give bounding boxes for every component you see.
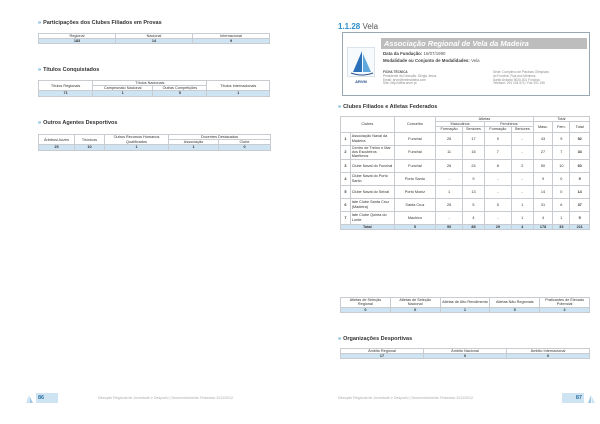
- club-row: 6 Iate Clube Santa Cruz (Madeira) Santa Cruz 26 5 5 1 31 6 37: [341, 198, 590, 211]
- clubes-table: Clubes Concelho Atletas Total Masculinos Femininos Masc. Fem. Total Formação Seniores Formação Seniores 1 Associação Naval da Madeira Funchal 26 17 9 - 43 9 52 2 Centro de Treino e Mar dos Escuteiros Marítimos Funchal 11 16 7 - 27 7 34 3 Clube Naval do Funchal Funchal 26 24 8 2 50 10 60 4 Clube Naval do Porto Santo Porto Santo - 9 - - 9 0 9 5 Clube Naval do Seixal Porto Moniz 1 13 - - 14 0 14 6 Iate Clube Santa Cruz (Madeira) Santa Cruz 26 5 5 1 31 6 37 7 Iate Clube Quinta do Lorde Machico - 4 - 1 4 1 5 Total 5 90 88 29 4 178 33 211: [340, 116, 590, 230]
- club-row: 5 Clube Naval do Seixal Porto Moniz 1 13 - - 14 0 14: [341, 185, 590, 198]
- org-table: Âmbito Regional Âmbito Nacional Âmbito Internacional 17 0 0: [340, 348, 590, 359]
- section-title-org: » Organizações Desportivas: [338, 336, 413, 342]
- page-number-left: 86: [36, 393, 58, 403]
- club-row: 2 Centro de Treino e Mar dos Escuteiros Marítimos Funchal 11 16 7 - 27 7 34: [341, 145, 590, 159]
- club-row: 3 Clube Naval do Funchal Funchal 26 24 8 2 50 10 60: [341, 159, 590, 172]
- section-title-clubes: » Clubes Filiados e Atletas Federados: [338, 104, 438, 110]
- ficha-right: Sede: Complexo de Piscinas Olímpicas do Funchal, Rua dos Meninos Santo António 9020-001 Funchal Telefone: 291 234 574 / Fax 291 236: [493, 70, 549, 86]
- logo-text: ARVM: [355, 79, 367, 84]
- participacoes-table: Regional Nacional Internacional 183 14 9: [38, 33, 270, 44]
- footer-left: Direcção Regional de Juventude e Desporto | Desenvolvimento Federado 2011/2012: [98, 396, 234, 400]
- section-title-participacoes: » Participações dos Clubes Filiados em Provas: [38, 20, 162, 26]
- footer-right: Direcção Regional de Juventude e Desporto | Desenvolvimento Federado 2011/2012: [338, 396, 474, 400]
- ficha-left: FICHA TÉCNICA Presidente da Direcção: Sérgio Jesus Email: arvm@netmadeira.com Site: http://www.arvm.pt: [383, 70, 437, 86]
- selecao-table: Atletas de Seleção Regional Atletas de Seleção Nacional Atletas de Alto Rendimento Atletas Não Regionais Praticantes de Elevado Potencial 0 0 1 0 2: [340, 297, 590, 313]
- association-name: Associação Regional de Vela da Madeira: [381, 38, 587, 49]
- association-info: Data da Fundação: 16/07/1990 Modalidade ou Conjunto de Modalidades: Vela: [383, 51, 480, 63]
- club-row: 1 Associação Naval da Madeira Funchal 26 17 9 - 43 9 52: [341, 132, 590, 145]
- association-card: [342, 32, 590, 96]
- agentes-table: Árbitros/Juízes Técnicos Outros Recursos Humanos Qualificados Docentes Destacados Associação Clube 25 10 1 1 0: [38, 134, 271, 151]
- titulos-table: Títulos Regionais Títulos Nacionais Títulos Internacionais Campeonato Nacional Outras Competições 71 1 5 1: [38, 80, 270, 97]
- club-row: 7 Iate Clube Quinta do Lorde Machico - 4 - 1 4 1 5: [341, 211, 590, 224]
- section-title-agentes: » Outros Agentes Desportivos: [38, 120, 118, 126]
- right-page: [300, 0, 600, 424]
- club-row: 4 Clube Naval do Porto Santo Porto Santo - 9 - - 9 0 9: [341, 172, 590, 185]
- section-title-titulos: » Títulos Conquistados: [38, 67, 100, 73]
- page-title: 1.1.28 Vela: [338, 22, 379, 31]
- association-logo: [347, 47, 375, 77]
- page-number-right: 87: [562, 393, 584, 403]
- sail-icon: [586, 394, 596, 404]
- sail-icon: [24, 394, 34, 404]
- clubes-total-row: Total 5 90 88 29 4 178 33 211: [341, 224, 590, 229]
